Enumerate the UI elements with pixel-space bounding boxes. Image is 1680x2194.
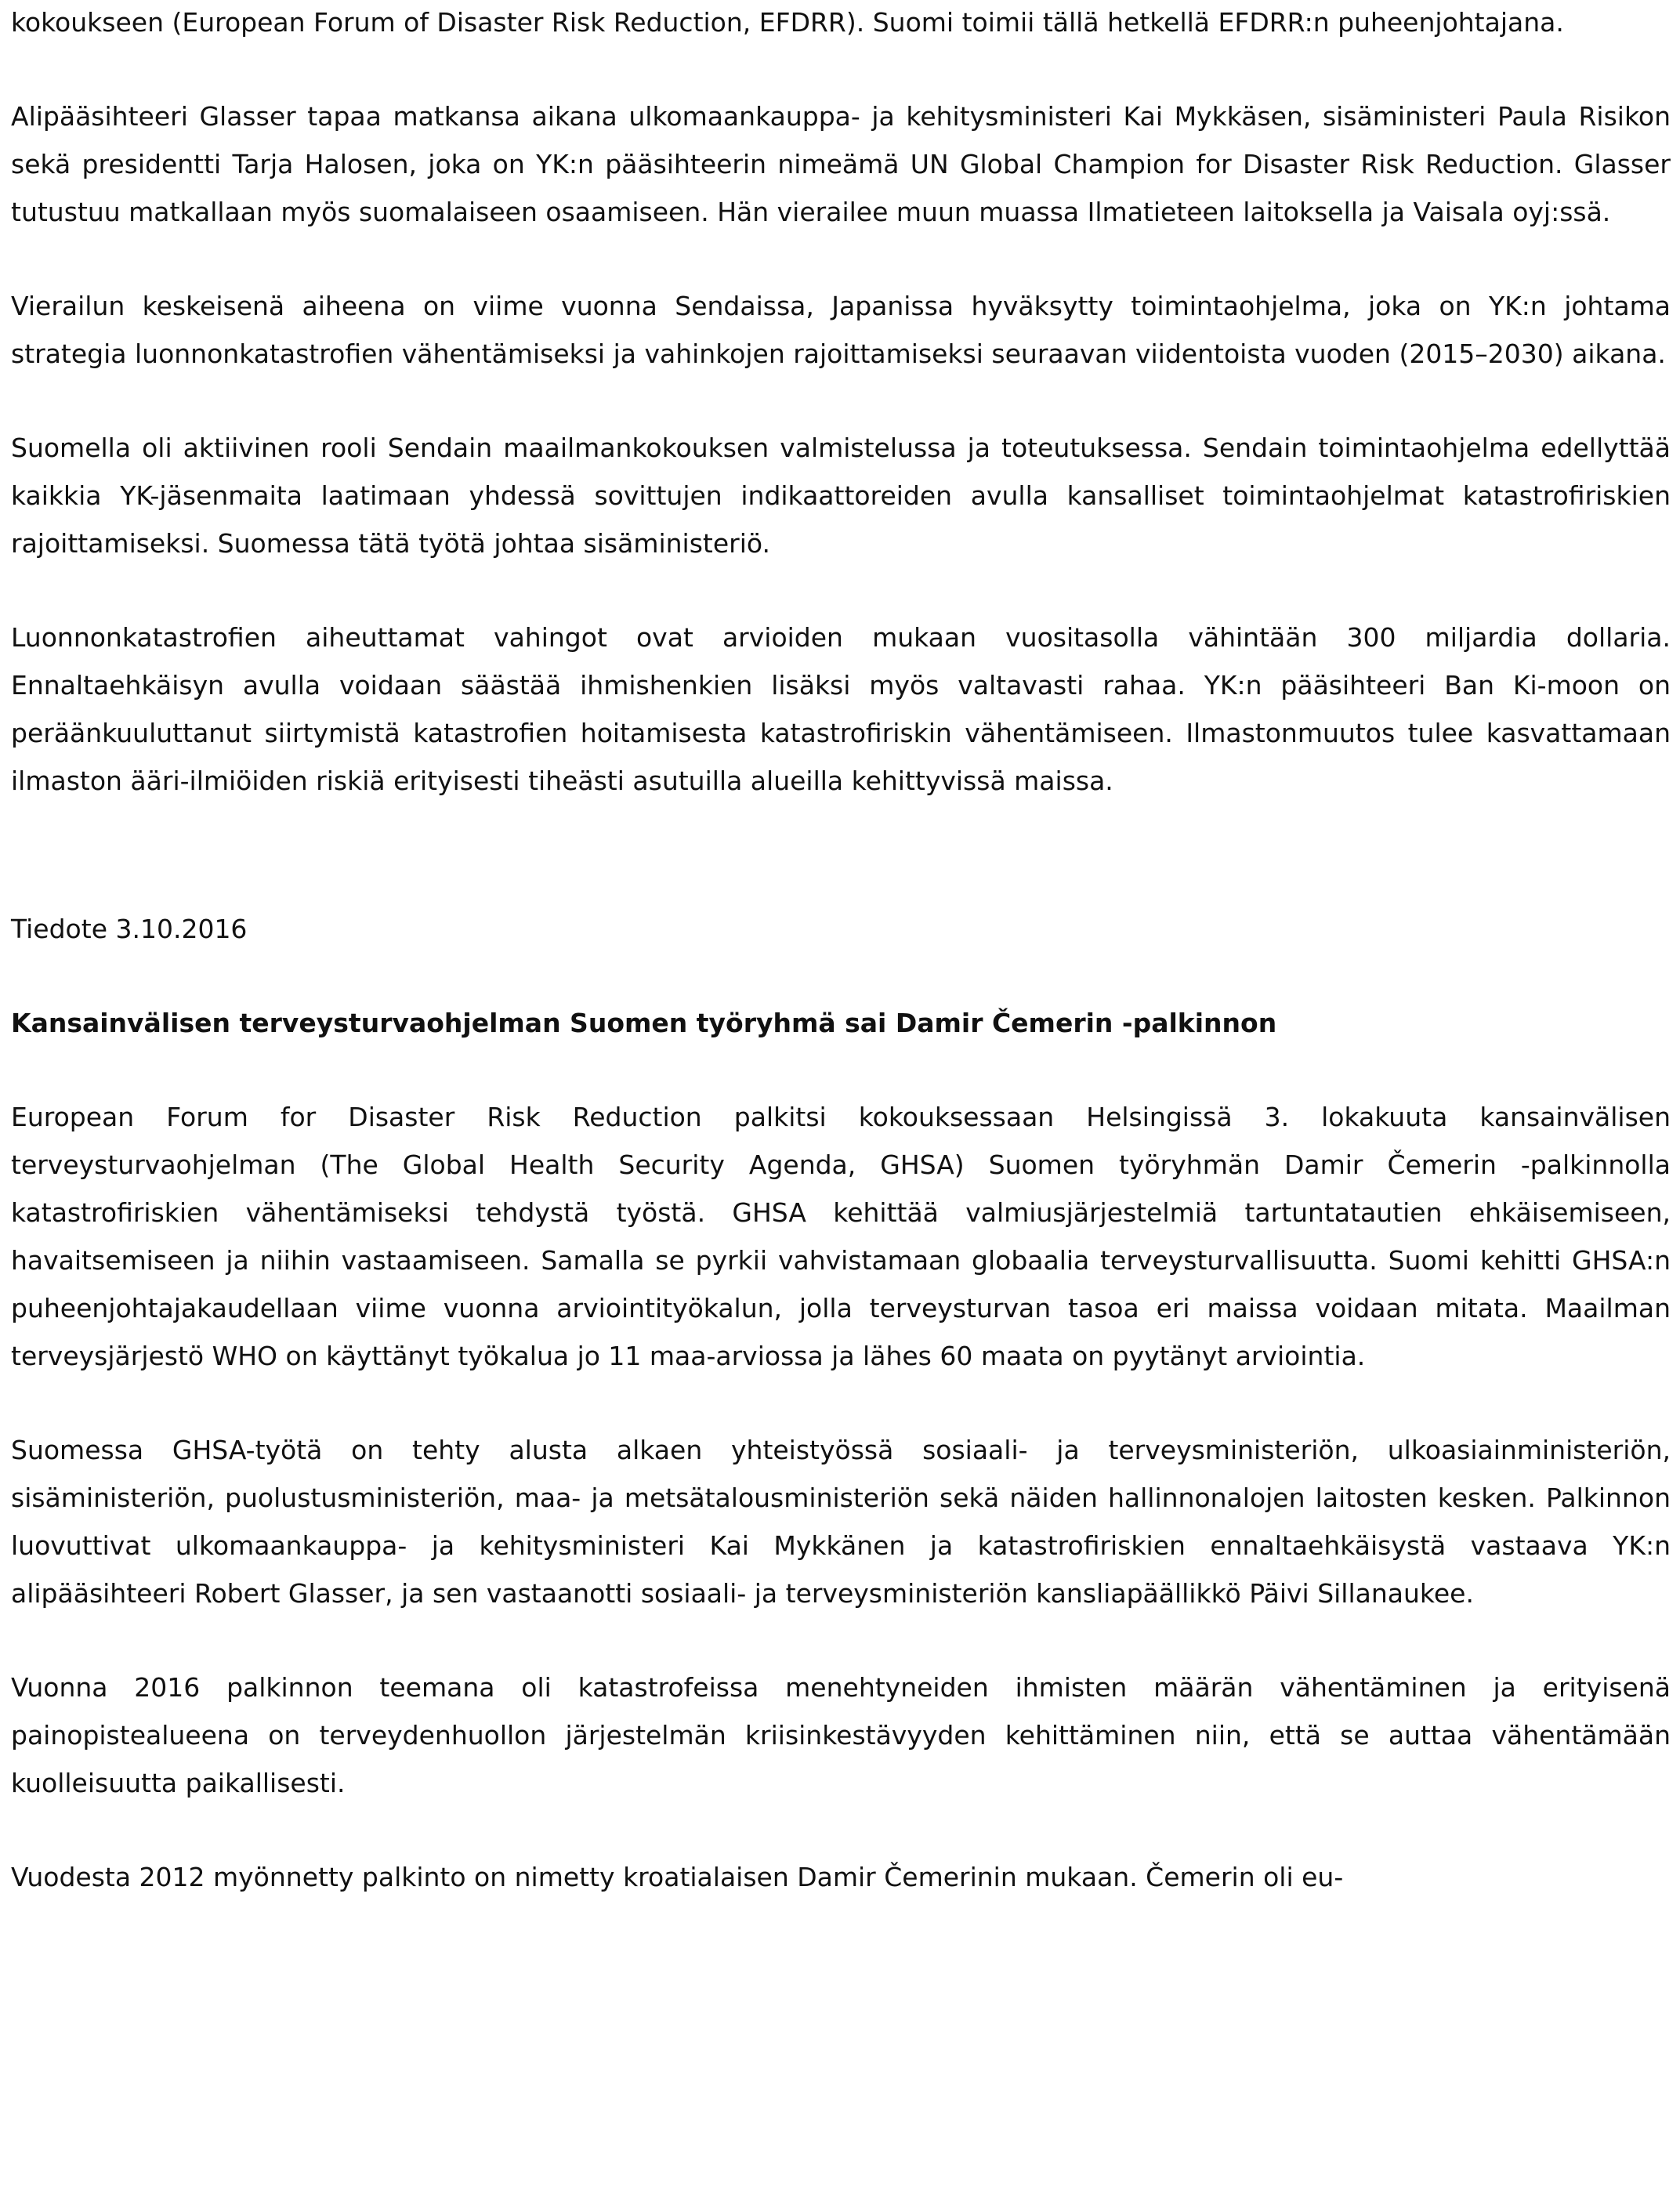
paragraph: Luonnonkatastrofien aiheuttamat vahingot ovat arvioiden mukaan vuositasolla vähintään 300 miljardia dollaria. Ennaltaehkäisyn avulla voidaan säästää ihmishenkien lisäksi myös valtavasti rahaa. YK:n pääsihteeri Ban Ki-moon on peräänkuuluttanut siirtymistä katastrofien hoitamisesta katastrofiriskin vähentämiseen. Ilmastonmuutos tulee kasvattamaan ilmaston ääri-ilmiöiden riskiä erityisesti tiheästi asutuilla alueilla kehittyvissä maissa. bbox=[11, 622, 1671, 796]
article-headline: Kansainvälisen terveysturvaohjelman Suomen työryhmä sai Damir Čemerin -palkinnon bbox=[11, 1008, 1277, 1038]
paragraph: kokoukseen (European Forum of Disaster Risk Reduction, EFDRR). Suomi toimii tällä hetkellä EFDRR:n puheenjohtajana. bbox=[11, 7, 1564, 38]
release-date: Tiedote 3.10.2016 bbox=[11, 914, 248, 944]
paragraph: Vuonna 2016 palkinnon teemana oli katastrofeissa menehtyneiden ihmisten määrän vähentäminen ja erityisenä painopistealueena on terveydenhuollon järjestelmän kriisinkestävyyden kehittäminen niin, että se auttaa vähentämään kuolleisuutta paikallisesti. bbox=[11, 1672, 1671, 1798]
paragraph: Vuodesta 2012 myönnetty palkinto on nimetty kroatialaisen Damir Čemerinin mukaan. Čemerin oli eu- bbox=[11, 1862, 1344, 1892]
paragraph: Vierailun keskeisenä aiheena on viime vuonna Sendaissa, Japanissa hyväksytty toimintaohjelma, joka on YK:n johtama strategia luonnonkatastrofien vähentämiseksi ja vahinkojen rajoittamiseksi seuraavan viidentoista vuoden (2015–2030) aikana. bbox=[11, 291, 1671, 369]
document-page bbox=[11, 0, 1671, 1901]
paragraph: Suomessa GHSA-työtä on tehty alusta alkaen yhteistyössä sosiaali- ja terveysministeriön, ulkoasiainministeriön, sisäministeriön, puolustusministeriön, maa- ja metsätalousministeriön sekä näiden hallinnonalojen laitosten kesken. Palkinnon luovuttivat ulkomaankauppa- ja kehitysministeri Kai Mykkänen ja katastrofiriskien ennaltaehkäisystä vastaava YK:n alipääsihteeri Robert Glasser, ja sen vastaanotti sosiaali- ja terveysministeriön kansliapäällikkö Päivi Sillanaukee. bbox=[11, 1435, 1671, 1609]
paragraph: Suomella oli aktiivinen rooli Sendain maailmankokouksen valmistelussa ja toteutuksessa. Sendain toimintaohjelma edellyttää kaikkia YK-jäsenmaita laatimaan yhdessä sovittujen indikaattoreiden avulla kansalliset toimintaohjelmat katastrofiriskien rajoittamiseksi. Suomessa tätä työtä johtaa sisäministeriö. bbox=[11, 433, 1671, 559]
paragraph: Alipääsihteeri Glasser tapaa matkansa aikana ulkomaankauppa- ja kehitysministeri Kai Mykkäsen, sisäministeri Paula Risikon sekä presidentti Tarja Halosen, joka on YK:n pääsihteerin nimeämä UN Global Champion for Disaster Risk Reduction. Glasser tutustuu matkallaan myös suomalaiseen osaamiseen. Hän vierailee muun muassa Ilmatieteen laitoksella ja Vaisala oyj:ssä. bbox=[11, 101, 1671, 227]
paragraph: European Forum for Disaster Risk Reduction palkitsi kokouksessaan Helsingissä 3. lokakuuta kansainvälisen terveysturvaohjelman (The Global Health Security Agenda, GHSA) Suomen työryhmän Damir Čemerin -palkinnolla katastrofiriskien vähentämiseksi tehdystä työstä. GHSA kehittää valmiusjärjestelmiä tartuntatautien ehkäisemiseen, havaitsemiseen ja niihin vastaamiseen. Samalla se pyrkii vahvistamaan globaalia terveysturvallisuutta. Suomi kehitti GHSA:n puheenjohtajakaudellaan viime vuonna arviointityökalun, jolla terveysturvan tasoa eri maissa voidaan mitata. Maailman terveysjärjestö WHO on käyttänyt työkalua jo 11 maa-arviossa ja lähes 60 maata on pyytänyt arviointia. bbox=[11, 1102, 1671, 1371]
